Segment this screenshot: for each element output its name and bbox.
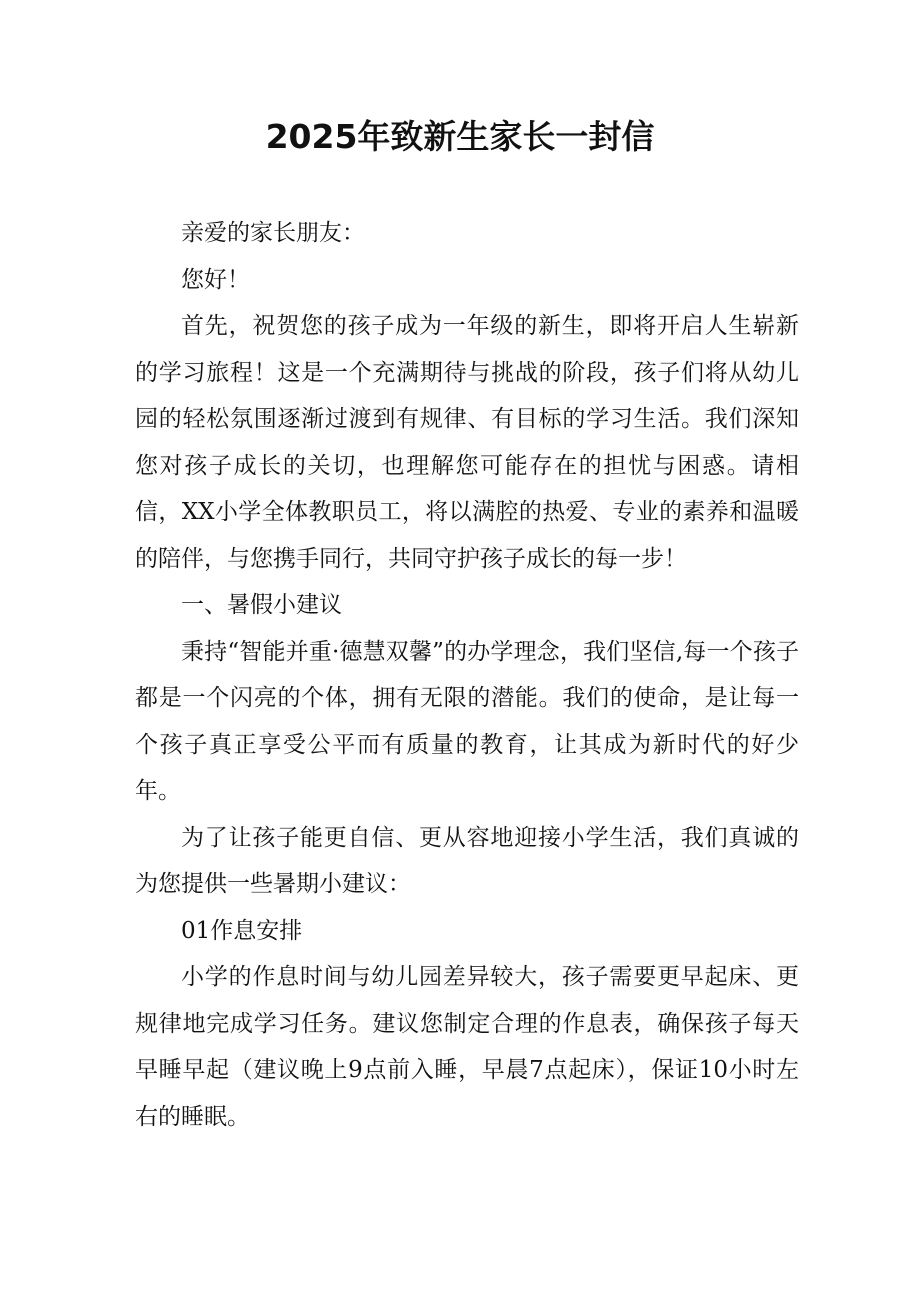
greeting: 您好！ [181,266,250,293]
philosophy-paragraph: 秉持“智能并重·德慧双馨”的办学理念，我们坚信,每一个孩子都是一个闪亮的个体，拥有无限的潜能。我们的使命，是让每一个孩子真正享受公平而有质量的教育，让其成为新时代的好少年。 [135,638,799,804]
document-title: 2025年致新生家长一封信 [265,117,655,156]
subsection-heading: 01作息安排 [181,917,303,944]
intro-paragraph: 首先，祝贺您的孩子成为一年级的新生，即将开启人生崭新的学习旅程！这是一个充满期待与挑战的阶段，孩子们将从幼儿园的轻松氛围逐渐过渡到有规律、有目标的学习生活。我们深知您对孩子成长的关切，也理解您可能存在的担忧与困惑。请相信，XX小学全体教职员工，将以满腔的热爱、专业的素养和温暖的陪伴，与您携手同行，共同守护孩子成长的每一步！ [135,313,799,572]
section-heading: 一、暑假小建议 [181,592,342,618]
schedule-paragraph: 小学的作息时间与幼儿园差异较大，孩子需要更早起床、更规律地完成学习任务。建议您制定合理的作息表，确保孩子每天早睡早起（建议晚上9点前入睡，早晨7点起床），保证10小时左右的睡眠。 [135,964,799,1130]
suggestion-intro-paragraph: 为了让孩子能更自信、更从容地迎接小学生活，我们真诚的为您提供一些暑期小建议： [135,824,799,897]
salutation: 亲爱的家长朋友： [181,220,365,246]
document-body [135,210,799,1140]
